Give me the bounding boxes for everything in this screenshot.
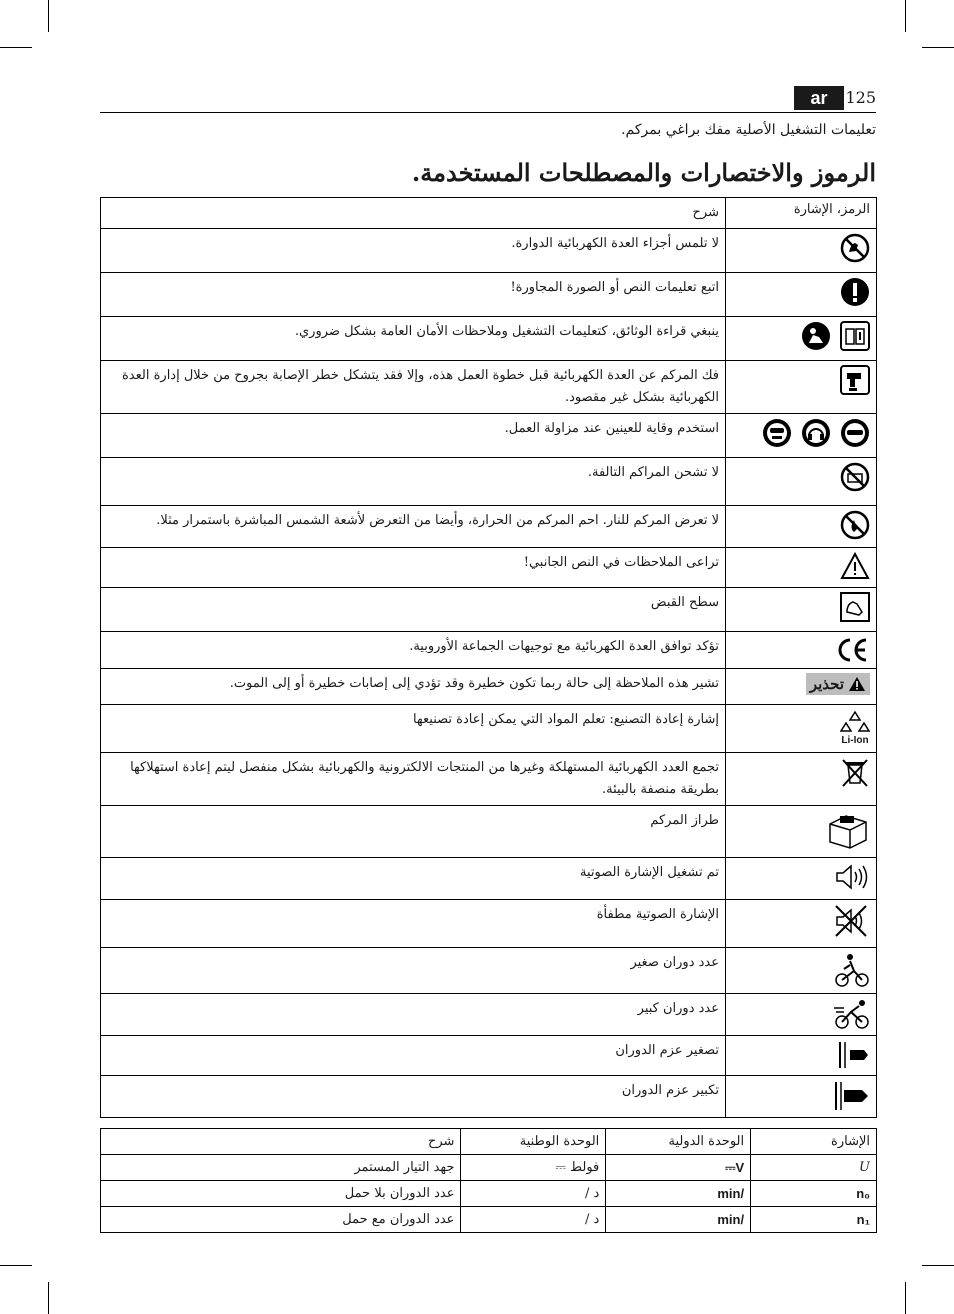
sound-off-icon	[834, 904, 870, 938]
row-text: عدد دوران صغير	[101, 948, 726, 994]
no-fire-battery-icon	[840, 510, 870, 540]
hearing-protection-icon	[801, 418, 831, 448]
battery-pack-icon	[826, 810, 870, 850]
row-text: طراز المركم	[101, 806, 726, 858]
row-text: إشارة إعادة التصنيع: تعلم المواد التي يمكن إعادة تصنيعها	[101, 705, 726, 753]
row-text: استخدم وقاية للعينين عند مزاولة العمل.	[101, 414, 726, 458]
sound-on-icon	[834, 862, 870, 892]
page-header	[100, 86, 876, 113]
no-touch-rotating-parts-icon	[840, 233, 870, 263]
row-text: فك المركم عن العدة الكهربائية قبل خطوة العمل هذه، وإلا فقد يتشكل خطر الإصابة بجروح من خلال إدارة العدة الكهربائية بشكل غير مقصود.	[101, 361, 726, 414]
unit-symbol: U	[751, 1155, 877, 1181]
table-row	[101, 994, 877, 1036]
torque-decrease-icon	[834, 1040, 870, 1070]
document-subtitle: تعليمات التشغيل الأصلية مفك براغي بمركم.	[621, 122, 876, 138]
table-row	[101, 632, 877, 669]
unit-national: د /	[461, 1181, 606, 1207]
crop-mark	[48, 0, 49, 32]
remove-battery-icon	[840, 365, 870, 395]
table-row	[101, 948, 877, 994]
row-text: تم تشغيل الإشارة الصوتية	[101, 858, 726, 900]
crop-mark	[905, 0, 906, 32]
header-symbol: الرمز، الإشارة	[726, 198, 877, 229]
table-row	[101, 858, 877, 900]
table-row	[101, 900, 877, 948]
header-explanation: شرح	[101, 1129, 461, 1155]
crop-mark	[0, 47, 32, 48]
table-row	[101, 806, 877, 858]
warning-label-icon	[806, 673, 870, 695]
table-row	[101, 414, 877, 458]
table-row	[101, 753, 877, 806]
table-row	[101, 588, 877, 632]
unit-explanation: عدد الدوران مع حمل	[101, 1207, 461, 1233]
unit-intl: /min	[606, 1181, 751, 1207]
crop-mark	[905, 1282, 906, 1314]
unit-explanation: جهد التيار المستمر	[101, 1155, 461, 1181]
crop-mark	[0, 1265, 32, 1266]
no-charge-damaged-battery-icon	[840, 462, 870, 492]
table-row	[101, 1076, 877, 1118]
table-row	[101, 317, 877, 361]
eye-protection-icon	[840, 418, 870, 448]
row-text: تجمع العدد الكهربائية المستهلكة وغيرها من المنتجات الالكترونية والكهربائية بشكل منفصل ليتم إعادة استهلاكها بطريقة منصفة بالبيئة.	[101, 753, 726, 806]
unit-symbol: n₀	[751, 1181, 877, 1207]
header-explanation: شرح	[101, 198, 726, 229]
low-speed-icon	[834, 952, 870, 988]
unit-national: د /	[461, 1207, 606, 1233]
table-row	[101, 361, 877, 414]
grip-surface-icon	[840, 592, 870, 622]
unit-table	[100, 1128, 877, 1233]
warning-label-text: تحذير	[809, 675, 844, 693]
unit-intl: V⎓	[606, 1155, 751, 1181]
read-manual-icon	[840, 321, 870, 351]
crop-mark	[48, 1282, 49, 1314]
unit-explanation: عدد الدوران بلا حمل	[101, 1181, 461, 1207]
unit-national: فولط ⎓	[461, 1155, 606, 1181]
recycle-li-ion-icon	[840, 709, 870, 746]
header-intl-unit: الوحدة الدولية	[606, 1129, 751, 1155]
section-title: الرموز والاختصارات والمصطلحات المستخدمة.	[411, 158, 876, 187]
exclamation-icon	[840, 277, 870, 307]
row-text: تكبير عزم الدوران	[101, 1076, 726, 1118]
language-badge: ar	[794, 86, 844, 110]
table-header-row	[101, 198, 877, 229]
row-text: الإشارة الصوتية مطفأة	[101, 900, 726, 948]
row-text: لا تلمس أجزاء العدة الكهربائية الدوارة.	[101, 229, 726, 273]
table-row	[101, 458, 877, 506]
table-row	[101, 1207, 877, 1233]
row-text: ينبغي قراءة الوثائق، كتعليمات التشغيل وملاحظات الأمان العامة بشكل ضروري.	[101, 317, 726, 361]
header-national-unit: الوحدة الوطنية	[461, 1129, 606, 1155]
crop-mark	[922, 47, 954, 48]
table-row	[101, 1155, 877, 1181]
ce-mark-icon	[836, 636, 870, 664]
table-row	[101, 506, 877, 548]
table-row	[101, 705, 877, 753]
row-text: لا تشحن المراكم التالفة.	[101, 458, 726, 506]
row-text: عدد دوران كبير	[101, 994, 726, 1036]
symbol-table	[100, 197, 877, 1118]
page-number: 125	[845, 88, 876, 107]
table-row	[101, 273, 877, 317]
table-row	[101, 548, 877, 588]
weee-bin-icon	[840, 757, 870, 789]
table-row	[101, 1181, 877, 1207]
mask-protection-icon	[762, 418, 792, 448]
row-text: تراعى الملاحظات في النص الجانبي!	[101, 548, 726, 588]
crop-mark	[922, 1265, 954, 1266]
table-row	[101, 1036, 877, 1076]
row-text: تشير هذه الملاحظة إلى حالة ربما تكون خطيرة وقد تؤدي إلى إصابات خطيرة أو إلى الموت.	[101, 669, 726, 705]
unit-intl: /min	[606, 1207, 751, 1233]
row-text: تؤكد توافق العدة الكهربائية مع توجيهات الجماعة الأوروبية.	[101, 632, 726, 669]
header-symbol: الإشارة	[751, 1129, 877, 1155]
table-row	[101, 229, 877, 273]
row-text: تصغير عزم الدوران	[101, 1036, 726, 1076]
row-text: لا تعرض المركم للنار. احم المركم من الحرارة، وأيضا من التعرض لأشعة الشمس المباشرة باستمرار مثلا.	[101, 506, 726, 548]
row-text: اتبع تعليمات النص أو الصورة المجاورة!	[101, 273, 726, 317]
unit-symbol: n₁	[751, 1207, 877, 1233]
table-row	[101, 669, 877, 705]
warning-triangle-icon	[840, 552, 870, 580]
table-header-row	[101, 1129, 877, 1155]
read-manual-person-icon	[801, 321, 831, 351]
row-text: سطح القبض	[101, 588, 726, 632]
li-ion-label: Li-Ion	[841, 735, 869, 746]
high-speed-icon	[832, 998, 870, 1030]
torque-increase-icon	[832, 1080, 870, 1112]
